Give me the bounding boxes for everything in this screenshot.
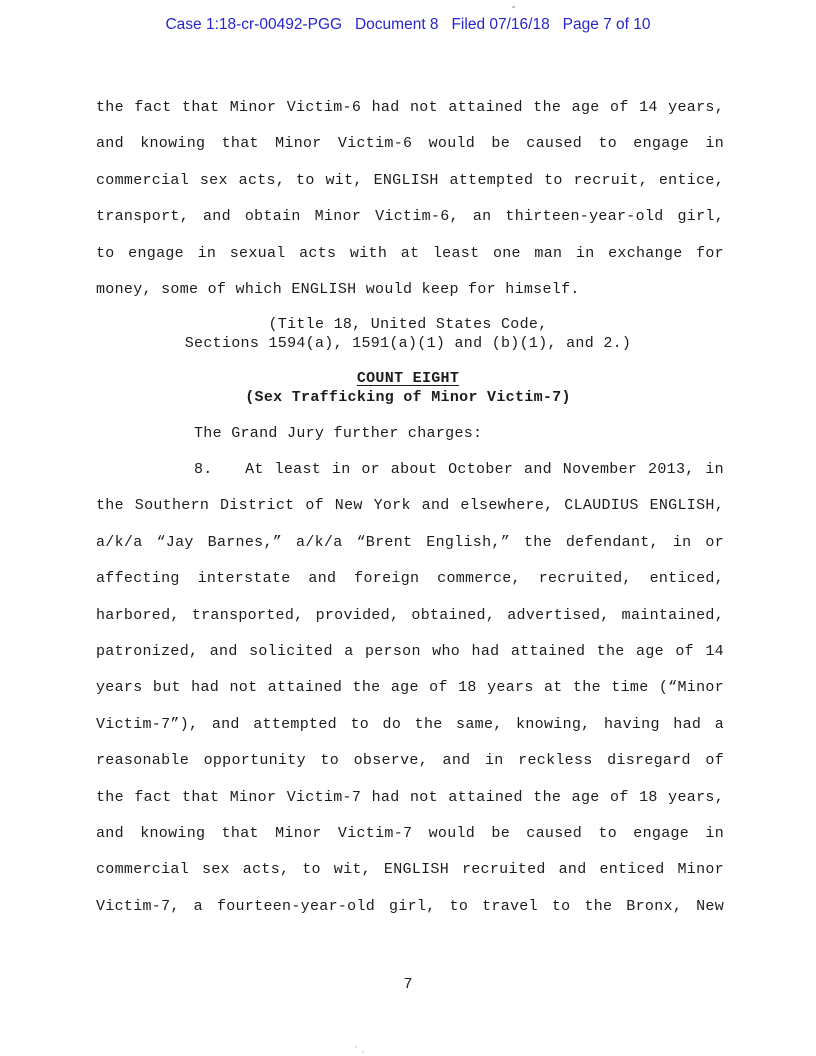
count-seven-paragraph <box>96 90 724 308</box>
document-line: Victim-7”), and attempted to do the same, knowing, having had a <box>96 715 724 733</box>
document-line: the Southern District of New York and elsewhere, CLAUDIUS ENGLISH, <box>96 497 724 515</box>
grand-jury-intro-line: The Grand Jury further charges: <box>194 425 483 442</box>
statute-citation-line: (Title 18, United States Code, <box>268 316 548 333</box>
document-line: a/k/a “Jay Barnes,” a/k/a “Brent English,” the defendant, in or <box>96 533 724 551</box>
document-line: the fact that Minor Victim-7 had not attained the age of 18 years, <box>96 788 724 806</box>
document-line: years but had not attained the age of 18 years at the time (“Minor <box>96 679 724 697</box>
document-line: the fact that Minor Victim-6 had not attained the age of 14 years, <box>96 99 724 116</box>
scan-speck <box>355 1046 357 1048</box>
scan-speck <box>362 1051 364 1053</box>
page-number: 7 <box>403 976 413 993</box>
case-caption-header: Case 1:18-cr-00492-PGG Document 8 Filed 07/16/18 Page 7 of 10 <box>165 16 651 33</box>
document-line: patronized, and solicited a person who had attained the age of 14 <box>96 643 724 661</box>
document-line: Victim-7, a fourteen-year-old girl, to travel to the Bronx, New <box>96 897 724 915</box>
count-heading-subtitle: (Sex Trafficking of Minor Victim-7) <box>245 388 571 406</box>
document-line: harbored, transported, provided, obtained, advertised, maintained, <box>96 606 724 624</box>
document-line: reasonable opportunity to observe, and in reckless disregard of <box>96 752 724 770</box>
count-eight-heading <box>0 370 816 407</box>
document-line: to engage in sexual acts with at least one man in exchange for <box>96 244 724 262</box>
document-line: affecting interstate and foreign commerce, recruited, enticed, <box>96 570 724 588</box>
document-line: and knowing that Minor Victim-6 would be caused to engage in <box>96 135 724 153</box>
document-line: commercial sex acts, to wit, ENGLISH attempted to recruit, entice, <box>96 171 724 189</box>
document-line: commercial sex acts, to wit, ENGLISH recruited and enticed Minor <box>96 861 724 879</box>
document-line: 8. At least in or about October and November 2013, in <box>194 461 724 478</box>
document-line: money, some of which ENGLISH would keep for himself. <box>96 281 580 299</box>
scan-speck <box>512 6 515 8</box>
document-line: transport, and obtain Minor Victim-6, an thirteen-year-old girl, <box>96 208 724 226</box>
count-eight-paragraph <box>96 452 724 925</box>
document-line: and knowing that Minor Victim-7 would be caused to engage in <box>96 825 724 843</box>
statute-citation-line: Sections 1594(a), 1591(a)(1) and (b)(1), and 2.) <box>184 334 632 352</box>
count-heading-title: COUNT EIGHT <box>356 370 460 387</box>
statute-citation <box>0 316 816 353</box>
